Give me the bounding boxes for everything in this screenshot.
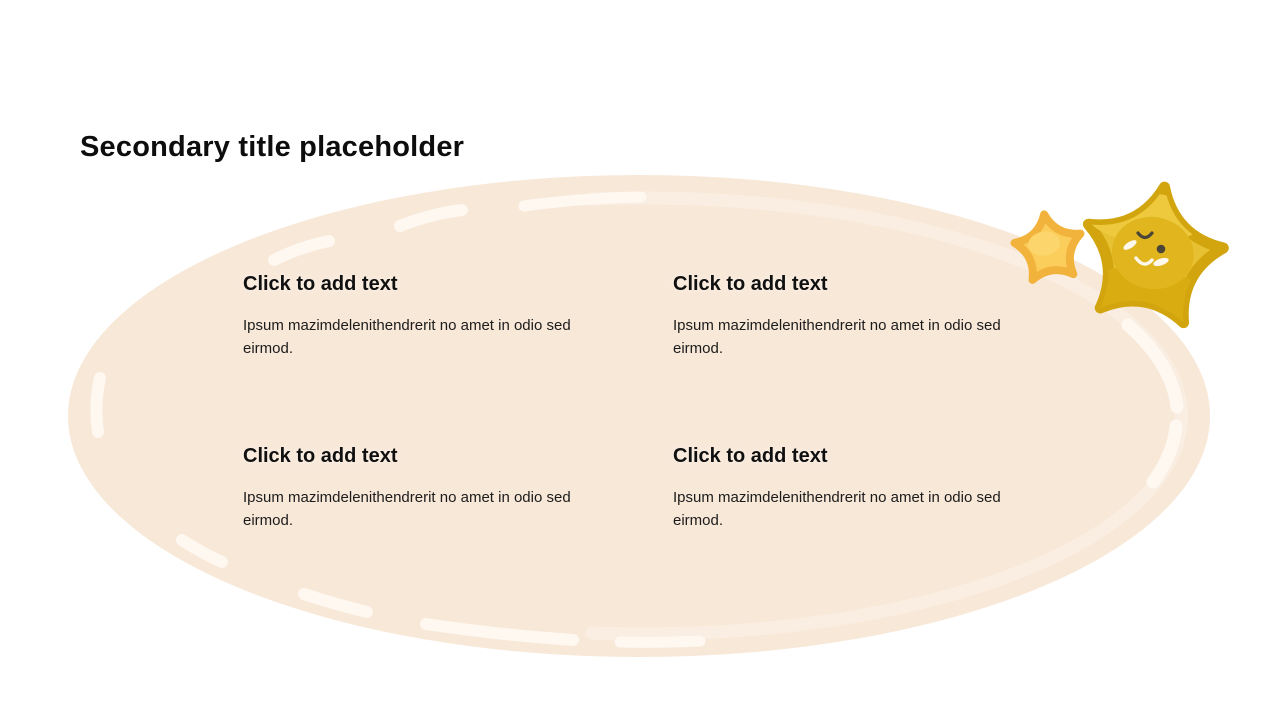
text-placeholder-4[interactable] (673, 443, 1041, 532)
placeholder-heading[interactable]: Click to add text (673, 273, 828, 295)
text-placeholder-2[interactable] (673, 271, 1041, 360)
placeholder-body[interactable]: Ipsum mazimdelenithendrerit no amet in odio sed eirmod. (673, 317, 1001, 357)
secondary-title-placeholder[interactable]: Secondary title placeholder (80, 131, 465, 163)
dot-eye-icon (1157, 245, 1166, 254)
text-placeholder-3[interactable] (243, 443, 611, 532)
placeholder-body[interactable]: Ipsum mazimdelenithendrerit no amet in odio sed eirmod. (243, 489, 571, 529)
placeholder-heading[interactable]: Click to add text (243, 273, 398, 295)
placeholder-body[interactable]: Ipsum mazimdelenithendrerit no amet in odio sed eirmod. (243, 317, 571, 357)
placeholder-body[interactable]: Ipsum mazimdelenithendrerit no amet in odio sed eirmod. (673, 489, 1001, 529)
text-placeholder-1[interactable] (243, 271, 611, 360)
placeholder-heading[interactable]: Click to add text (673, 445, 828, 467)
placeholder-heading[interactable]: Click to add text (243, 445, 398, 467)
